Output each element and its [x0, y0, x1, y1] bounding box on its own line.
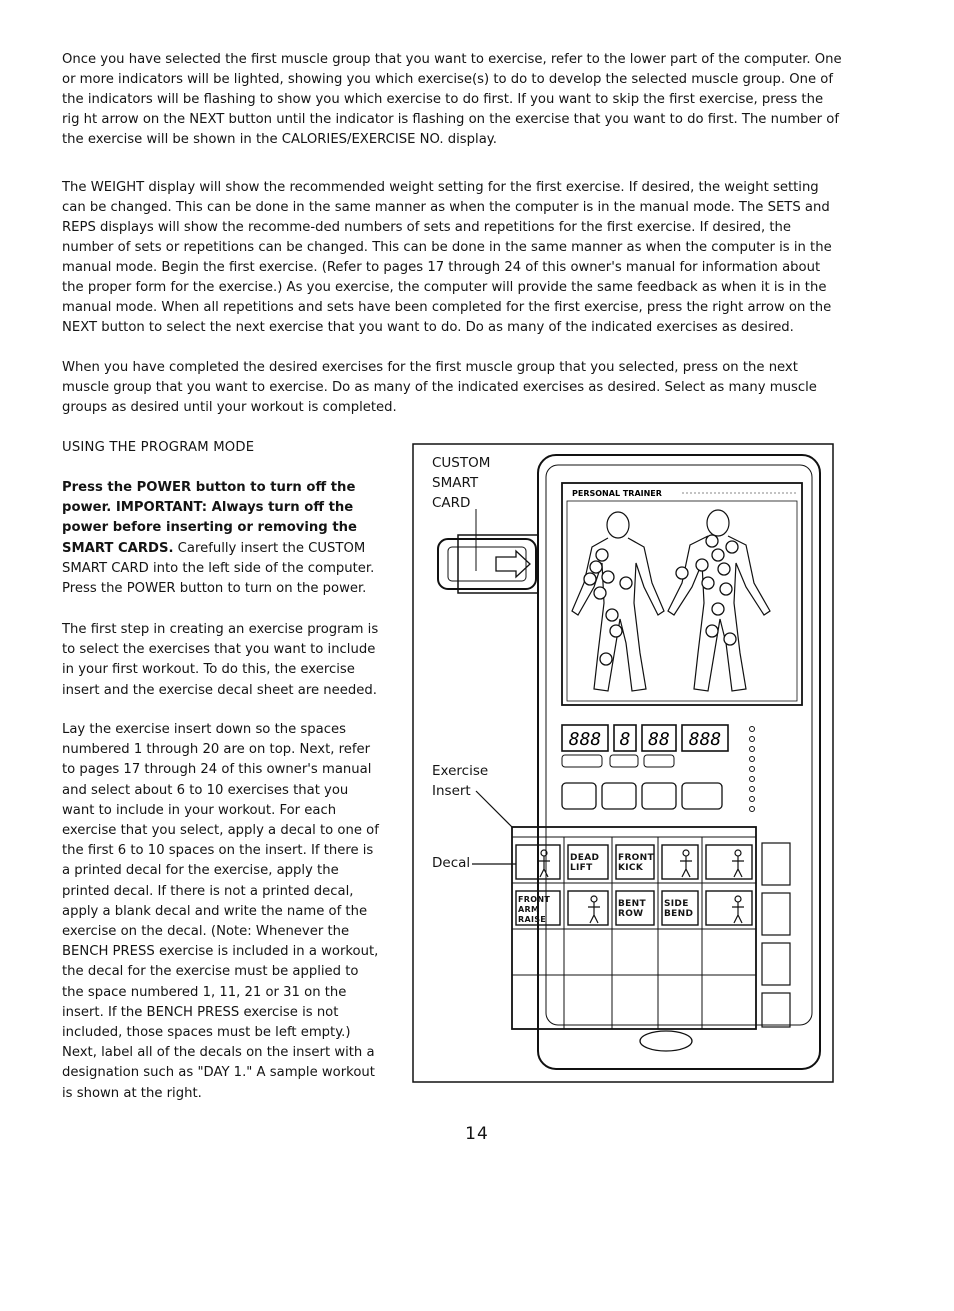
sets-digits: 8 — [619, 729, 631, 750]
back-body-figure — [668, 510, 770, 691]
smart-card-inner — [448, 547, 526, 581]
paragraph-first-step: The first step in creating an exercise program is to select the exercises that you want to include in your first workout. To do this, the exercise insert and the exercise decal sheet are needed. — [62, 622, 379, 698]
insert-arrow-icon — [496, 551, 530, 577]
reps-arrows — [644, 755, 674, 767]
card-eject-oval — [640, 1031, 692, 1051]
display-row — [562, 725, 728, 767]
paragraph-power-instructions — [62, 478, 380, 599]
decal-bent-row: BENT ROW — [618, 899, 646, 919]
computer-figure — [412, 443, 834, 1083]
panel-brand: PERSONAL TRAINER — [572, 489, 662, 498]
decal-front-kick: FRONT KICK — [618, 853, 654, 873]
decal-dead-lift: DEAD LIFT — [570, 853, 600, 873]
important-note: Press the POWER button to turn off the power. IMPORTANT: Always turn off the power before inserting or removing the SMART CARDS. — [62, 480, 357, 556]
side-decal-strip — [762, 843, 790, 1027]
paragraph-weight-display: The WEIGHT display will show the recommended weight setting for the first exercise. If desired, the weight setting can be changed. This can be done in the same manner as when the computer is in the manual mode. The SETS and REPS displays will show the recomme-ded numbers of sets and repetitions for the first exercise. If desired, the number of sets or repetitions can be changed. This can be done in the same manner as when the computer is in the manual mode. Begin the first exercise. (Refer to pages 17 through 24 of this owner's manual for information about the proper form for the exercise.) As you exercise, the computer will provide the same feedback as when it is in the manual mode. When all repetitions and sets have been completed for the first exercise, press the right arrow on the NEXT button to select the next exercise that you want to do. Do as many of the indicated exercises as desired. — [62, 180, 832, 335]
muscle-group-buttons — [584, 535, 738, 665]
reps-digits: 88 — [648, 729, 670, 750]
front-body-figure — [572, 512, 664, 691]
paragraph-exercise-indicators: Once you have selected the first muscle group that you want to exercise, refer to the lower part of the computer. One or more indicators will be lighted, showing you which exercise(s) to do to develop the selected muscle group. One of the indicators will be flashing to show you which exercise to do first. If you want to skip the first exercise, press the rig ht arrow on the NEXT button until the indicator is flashing on the exercise that you want to do first. The number of the exercise will be shown in the CALORIES/EXERCISE NO. display. — [62, 52, 842, 147]
paragraph-insert-instructions: Lay the exercise insert down so the spaces numbered 1 through 20 are on top. Next, refer to pages 17 through 24 of this owner's manual and select about 6 to 10 exercises that you want to include in your workout. For each exercise that you select, apply a decal to one of the first 6 to 10 spaces on the insert. If there is a printed decal for the exercise, apply the printed decal. If there is not a printed decal, apply a blank decal and write the name of the exercise on the decal. (Note: Whenever the BENCH PRESS exercise is included in a workout, the decal for the exercise must be applied to the space numbered 1, 11, 21 or 31 on the insert. If the BENCH PRESS exercise is not included, those spaces must be left empty.) Next, label all of the decals on the insert with a designation such as "DAY 1." A sample workout is shown at the right. — [62, 722, 379, 1101]
weight-arrows — [562, 755, 602, 767]
decal-side-bend: SIDE BEND — [664, 899, 694, 919]
sets-arrows — [610, 755, 638, 767]
console-outline — [538, 455, 820, 1069]
label-exercise-insert: Exercise Insert — [432, 763, 489, 799]
insert-card-instructions: Carefully insert the CUSTOM SMART CARD into the left side of the computer. Press the POWER button to turn on the power. — [62, 540, 375, 597]
page-number: 14 — [465, 1124, 489, 1144]
section-heading: USING THE PROGRAM MODE — [62, 440, 255, 455]
weight-digits: 888 — [568, 729, 602, 750]
paragraph-muscle-groups: When you have completed the desired exercises for the first muscle group that you selected, press on the next muscle group that you want to exercise. Do as many of the indicated exercises as desired. Select as many muscle groups as desired until your workout is completed. — [62, 360, 817, 415]
indicator-lights — [750, 727, 755, 812]
label-decal: Decal — [432, 855, 471, 871]
label-custom-smart-card: CUSTOM SMART CARD — [432, 455, 491, 511]
decal-front-arm-raise: FRONT ARM RAISE — [518, 895, 551, 924]
calories-digits: 888 — [688, 729, 722, 750]
control-buttons — [562, 783, 722, 809]
